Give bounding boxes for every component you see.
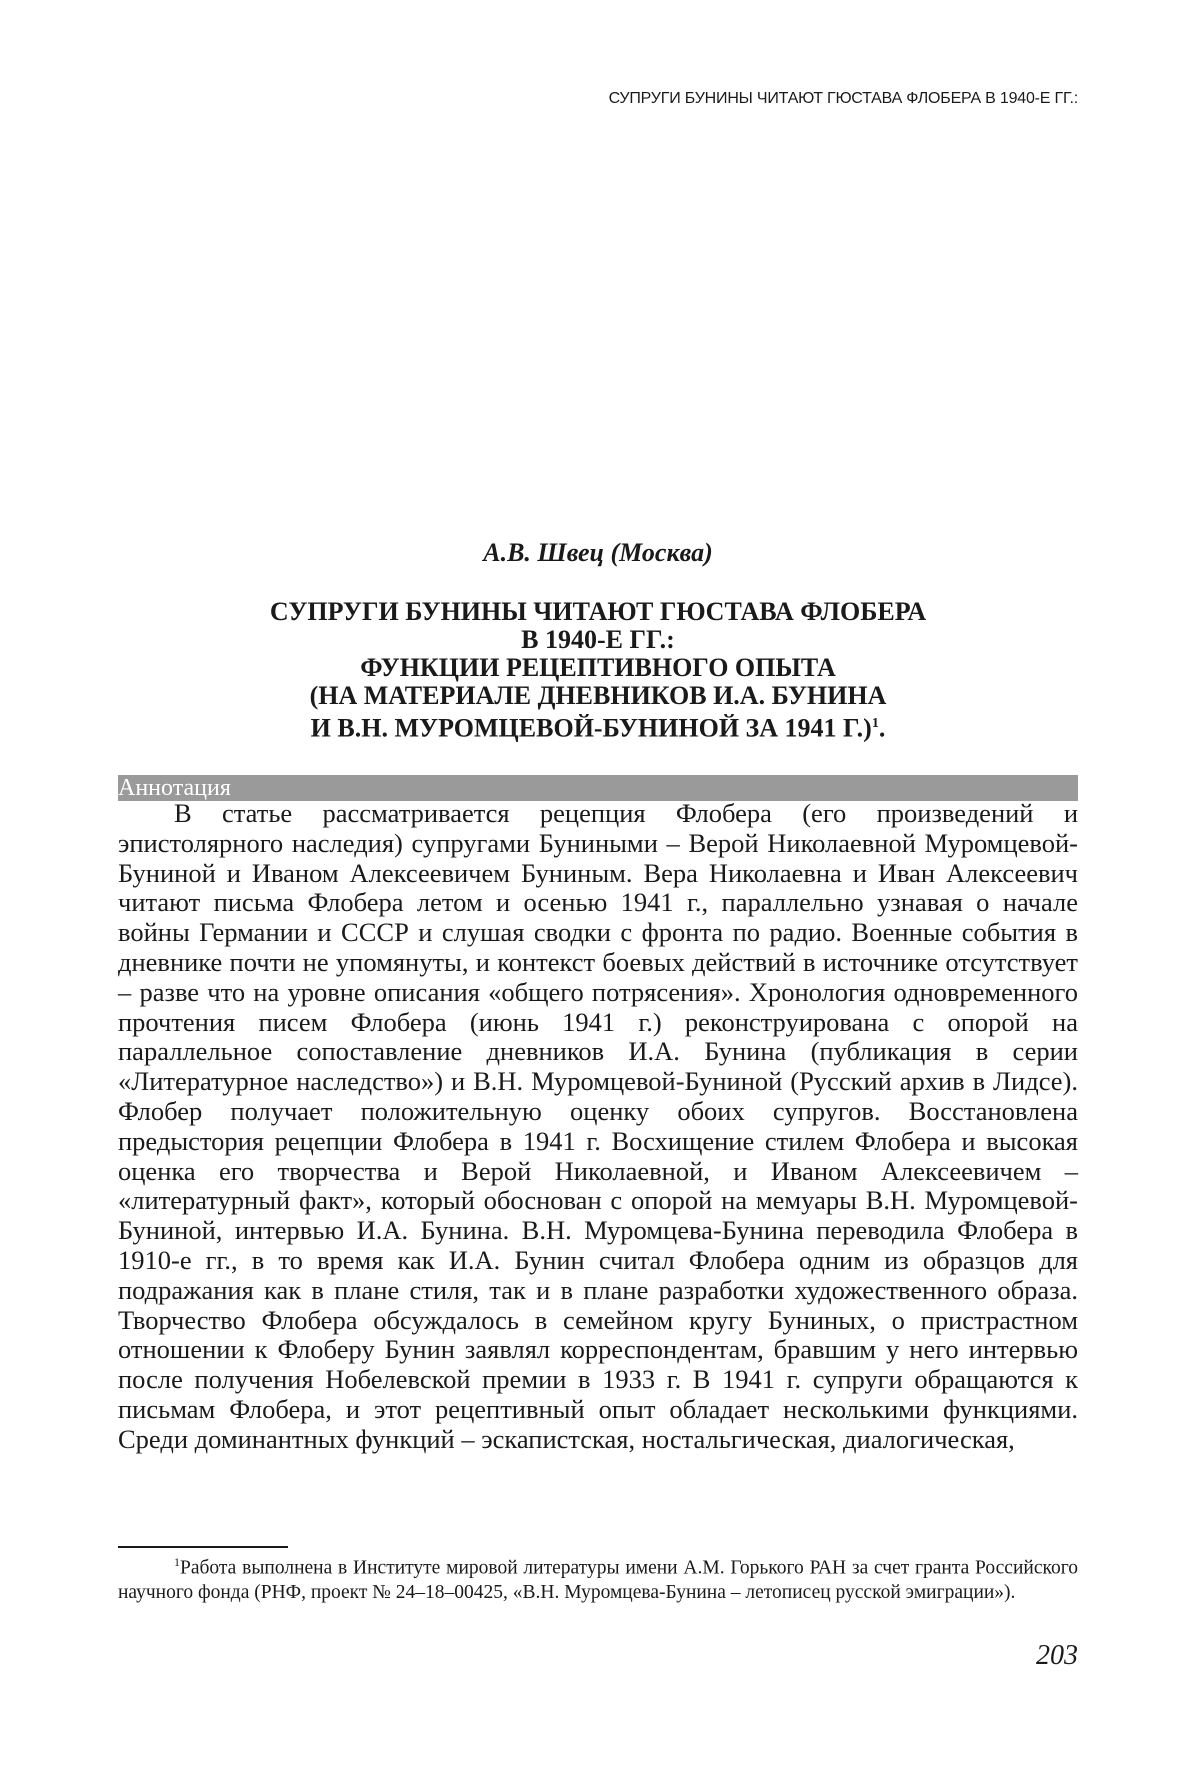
footnote-mark: 1 (174, 1555, 180, 1569)
running-head: СУПРУГИ БУНИНЫ ЧИТАЮТ ГЮСТАВА ФЛОБЕРА В 1940-Е ГГ.: (608, 90, 1078, 107)
abstract-body: В статье рассматривается рецепция Флобера (его произведений и эпистолярного наследия) супругами Буниными – Верой Николаевной Муромцевой-Буниной и Иваном Алексеевичем Буниным. Вера Николаевна и Иван Алексеевич читают письма Флобера летом и осенью 1941 г., параллельно узнавая о начале войны Германии и СССР и слушая сводки с фронта по радио. Военные события в дневнике почти не упомянуты, и контекст боевых действий в источнике отсутствует – разве что на уровне описания «общего потрясения». Хронология одновременного прочтения писем Флобера (июнь 1941 г.) реконструирована с опорой на параллельное сопоставление дневников И.А. Бунина (публикация в серии «Литературное наследство») и В.Н. Муромцевой-Буниной (Русский архив в Лидсе). Флобер получает положительную оценку обоих супругов. Восстановлена предыстория рецепции Флобера в 1941 г. Восхищение стилем Флобера и высокая оценка его творчества и Верой Николаевной, и Иваном Алексеевичем – «литературный факт», который обоснован с опорой на мемуары В.Н. Муромцевой-Буниной, интервью И.А. Бунина. В.Н. Муромцева-Бунина переводила Флобера в 1910-е гг., в то время как И.А. Бунин считал Флобера одним из образцов для подражания как в плане стиля, так и в плане разработки художественного образа. Творчество Флобера обсуждалось в семейном кругу Буниных, о пристрастном отношении к Флоберу Бунин заявлял корреспондентам, бравшим у него интервью после получения Нобелевской премии в 1933 г. В 1941 г. супруги обращаются к письмам Флобера, и этот рецептивный опыт обладает несколькими функциями. Среди доминантных функций – эскапистская, ностальгическая, диалогическая, (118, 798, 1078, 1454)
title-line-4: (НА МАТЕРИАЛЕ ДНЕВНИКОВ И.А. БУНИНА (309, 681, 887, 710)
article-title (118, 598, 1078, 743)
title-line-3: ФУНКЦИИ РЕЦЕПТИВНОГО ОПЫТА (360, 653, 836, 682)
title-line-2: В 1940-Е ГГ.: (521, 625, 675, 654)
abstract-heading: Аннотация (118, 775, 231, 801)
author-line: А.В. Швец (Москва) (483, 538, 713, 567)
page-number: 203 (1036, 1640, 1078, 1671)
footnote-text: Работа выполнена в Институте мировой литературы имени А.М. Горького РАН за счет гранта Российского научного фонда (РНФ, проект № 24–18–00425, «В.Н. Муромцева-Бунина – летописец русской эмиграции»). (118, 1557, 1078, 1604)
footnote-divider (118, 1546, 288, 1548)
title-line-5-text: И В.Н. МУРОМЦЕВОЙ-БУНИНОЙ ЗА 1941 Г.) (310, 713, 872, 743)
title-end-period: . (878, 713, 886, 743)
title-line-1: СУПРУГИ БУНИНЫ ЧИТАЮТ ГЮСТАВА ФЛОБЕРА (269, 597, 927, 626)
title-footnote-mark: 1 (871, 716, 879, 731)
footnote (118, 1550, 1078, 1606)
title-line-5 (118, 710, 1078, 743)
